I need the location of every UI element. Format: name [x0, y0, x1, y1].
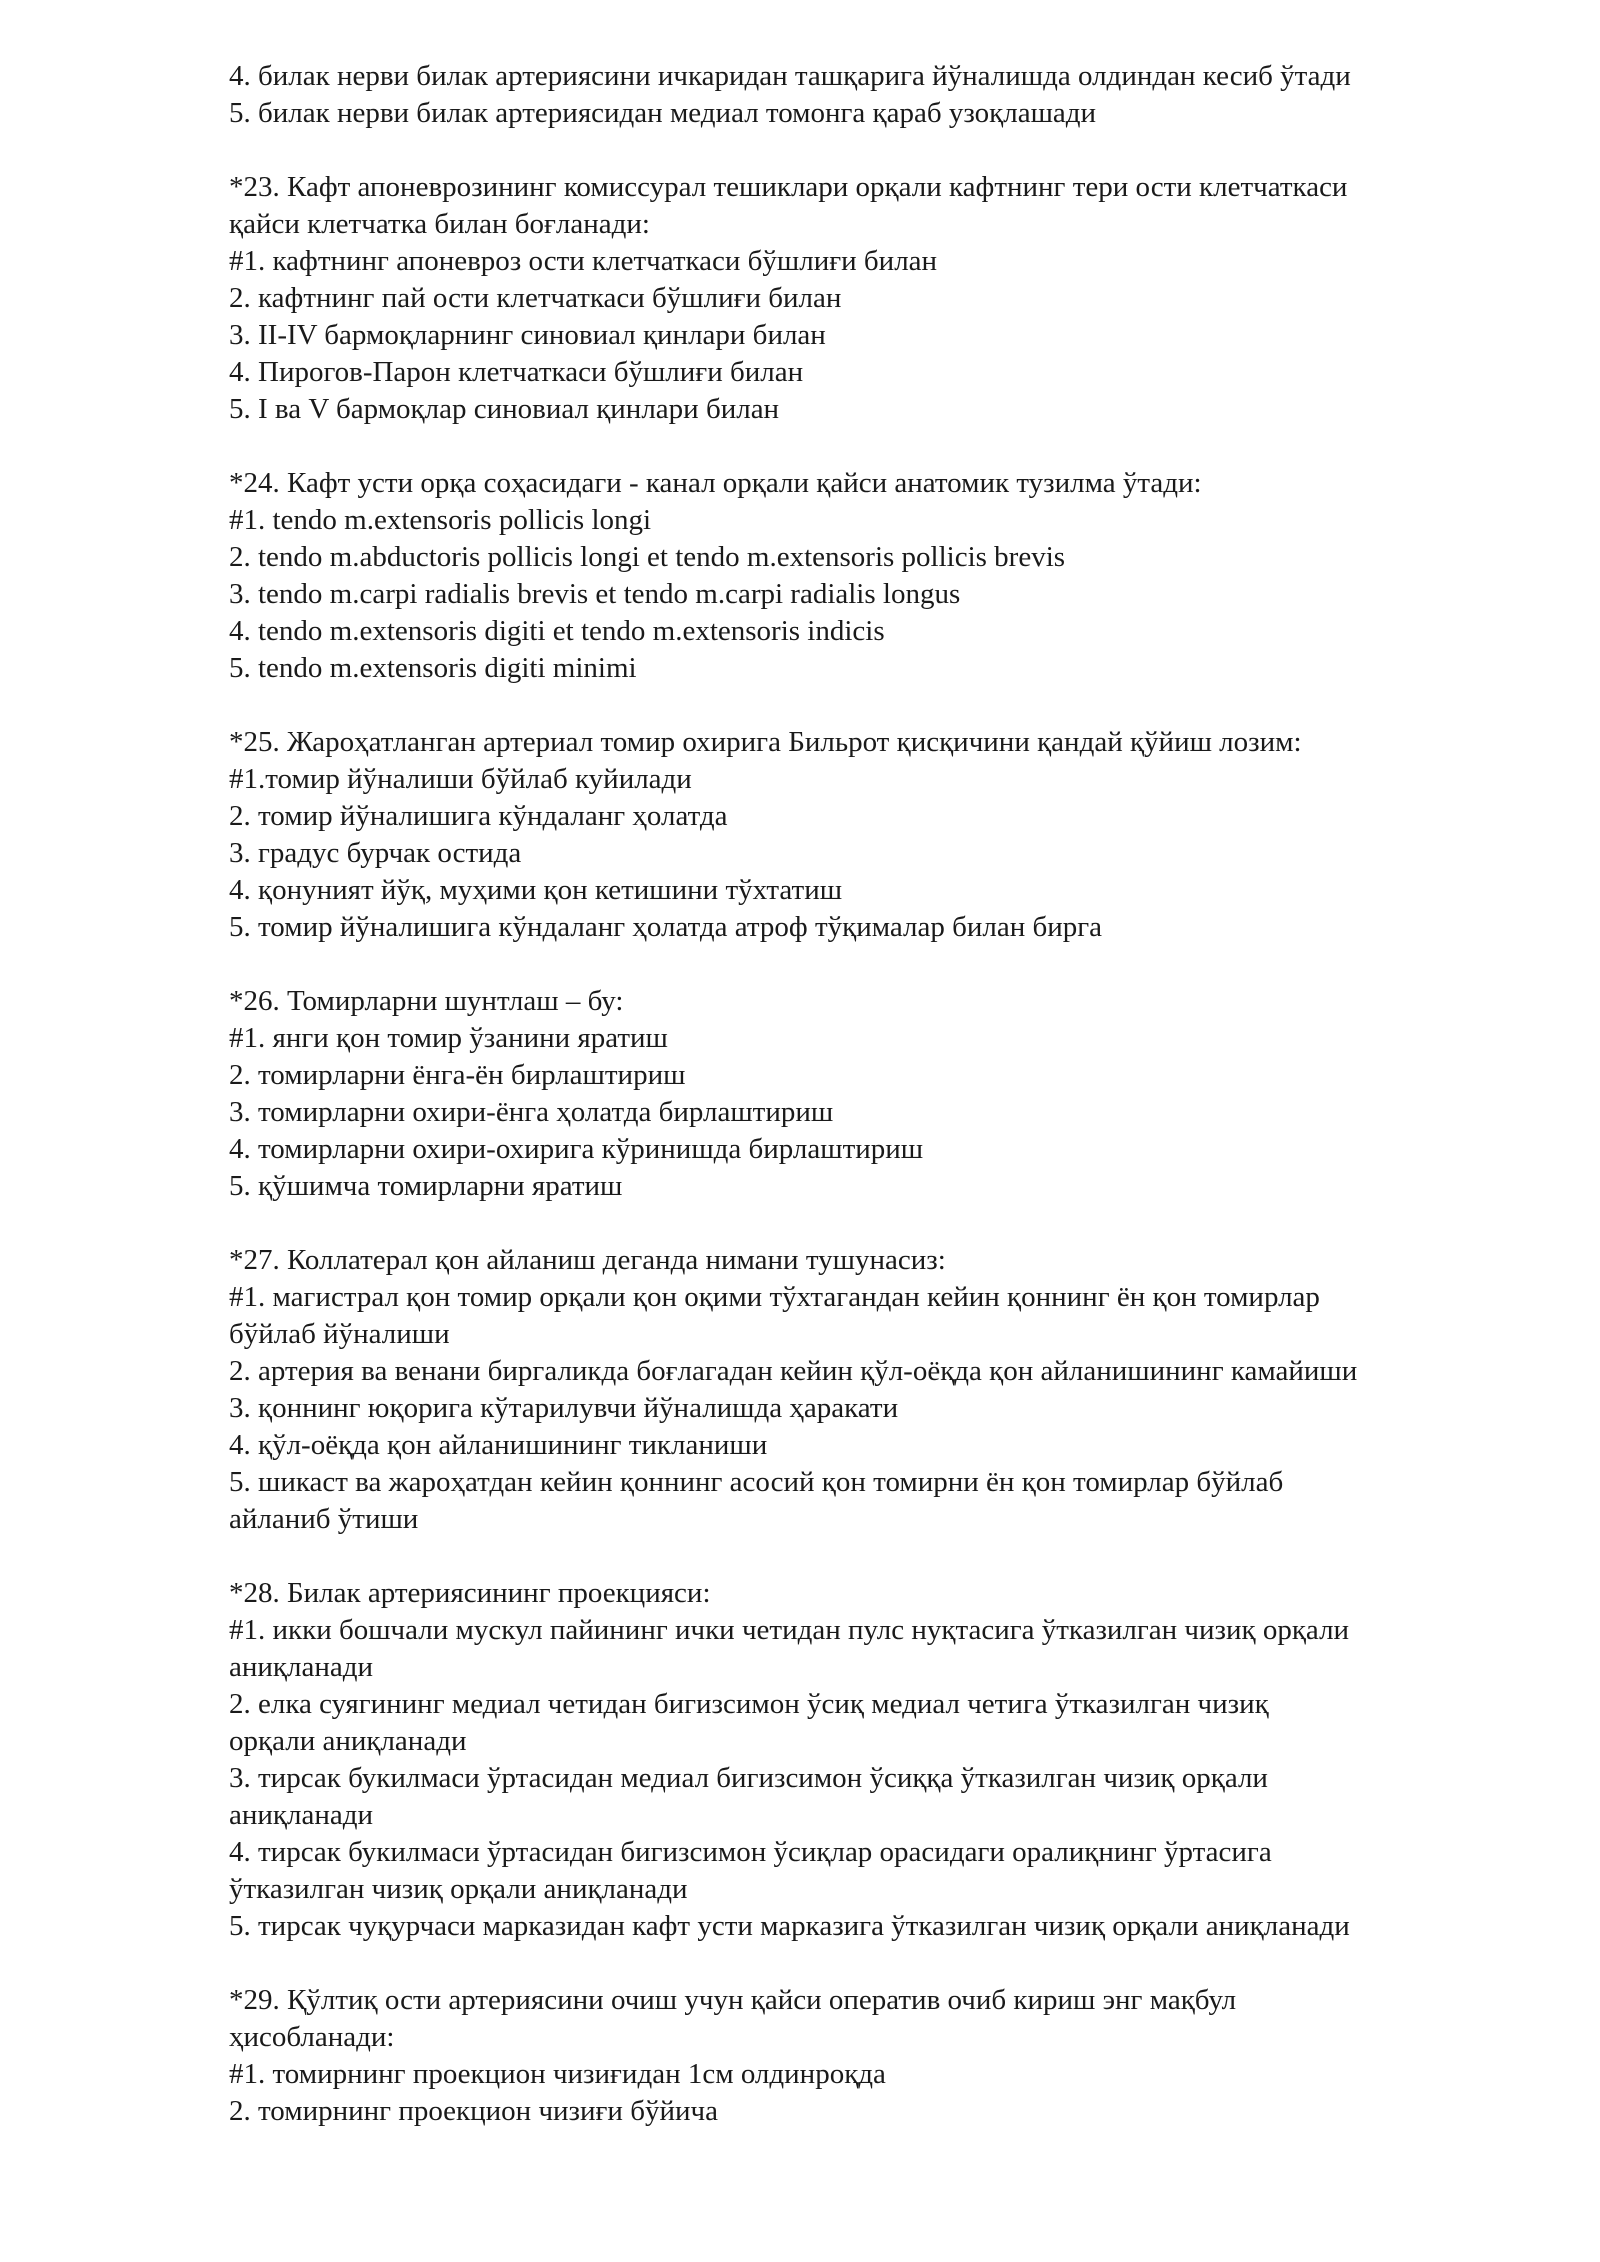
spacer — [229, 1945, 1501, 1982]
question-line: 3. tendo m.carpi radialis brevis et tendo m.carpi radialis longus — [229, 578, 961, 610]
question-line: 3. қоннинг юқорига кўтарилувчи йўналишда ҳаракати — [229, 1392, 899, 1424]
question-line: ўтказилган чизиқ орқали аниқланади — [229, 1873, 688, 1905]
question-line: #1. янги қон томир ўзанини яратиш — [229, 1022, 668, 1054]
question-line: #1. икки бошчали мускул пайининг ички четидан пулс нуқтасига ўтказилган чизиқ орқали — [229, 1614, 1350, 1646]
question-line: #1. томирнинг проекцион чизиғидан 1см олдинроқда — [229, 2058, 886, 2090]
question-block — [229, 1242, 1501, 1538]
question-line: бўйлаб йўналиши — [229, 1318, 450, 1350]
question-line: #1. кафтнинг апоневроз ости клетчаткаси бўшлиғи билан — [229, 245, 938, 277]
question-line: *28. Билак артериясининг проекцияси: — [229, 1577, 711, 1609]
question-line: 5. tendo m.extensoris digiti minimi — [229, 652, 637, 684]
document-text — [229, 58, 1501, 2130]
question-line: #1.томир йўналиши бўйлаб куйилади — [229, 763, 692, 795]
question-line: қайси клетчатка билан боғланади: — [229, 208, 650, 240]
question-line: 5. қўшимча томирларни яратиш — [229, 1170, 623, 1202]
question-line: 4. томирларни охири-охирига кўринишда бирлаштириш — [229, 1133, 924, 1165]
question-line: *27. Коллатерал қон айланиш деганда нимани тушунасиз: — [229, 1244, 946, 1276]
question-line: аниқланади — [229, 1799, 374, 1831]
question-line: 3. II-IV бармоқларнинг синовиал қинлари билан — [229, 319, 826, 351]
question-line: 2. артерия ва венани биргаликда боғлагадан кейин қўл-оёқда қон айланишининг камайиши — [229, 1355, 1358, 1387]
question-block — [229, 1575, 1501, 1945]
spacer — [229, 1538, 1501, 1575]
question-line: *23. Кафт апоневрозининг комиссурал тешиклари орқали кафтнинг тери ости клетчаткаси — [229, 171, 1348, 203]
question-line: 4. қонуният йўқ, муҳими қон кетишини тўхтатиш — [229, 874, 843, 906]
question-block — [229, 1982, 1501, 2130]
question-line: *29. Қўлтиқ ости артериясини очиш учун қайси оператив очиб кириш энг мақбул — [229, 1984, 1237, 2016]
question-line: 4. тирсак букилмаси ўртасидан бигизсимон ўсиқлар орасидаги оралиқнинг ўртасига — [229, 1836, 1272, 1868]
spacer — [229, 428, 1501, 465]
question-line: 4. tendo m.extensoris digiti et tendo m.extensoris indicis — [229, 615, 885, 647]
question-line: 4. Пирогов-Парон клетчаткаси бўшлиғи билан — [229, 356, 804, 388]
question-block — [229, 983, 1501, 1205]
question-line: *25. Жароҳатланган артериал томир охирига Бильрот қисқичини қандай қўйиш лозим: — [229, 726, 1302, 758]
question-line: 2. томир йўналишига кўндаланг ҳолатда — [229, 800, 728, 832]
intro-answers — [229, 58, 1501, 132]
question-line: *26. Томирларни шунтлаш – бу: — [229, 985, 624, 1017]
question-line: 5. шикаст ва жароҳатдан кейин қоннинг асосий қон томирни ён қон томирлар бўйлаб — [229, 1466, 1284, 1498]
spacer — [229, 687, 1501, 724]
question-line: 3. тирсак букилмаси ўртасидан медиал бигизсимон ўсиққа ўтказилган чизиқ орқали — [229, 1762, 1268, 1794]
answer-option: 5. билак нерви билак артериясидан медиал томонга қараб узоқлашади — [229, 97, 1097, 129]
question-line: аниқланади — [229, 1651, 374, 1683]
question-line: 3. томирларни охири-ёнга ҳолатда бирлаштириш — [229, 1096, 834, 1128]
question-line: орқали аниқланади — [229, 1725, 467, 1757]
spacer — [229, 132, 1501, 169]
question-line: айланиб ўтиши — [229, 1503, 419, 1535]
question-line: 4. қўл-оёқда қон айланишининг тикланиши — [229, 1429, 768, 1461]
question-line: #1. tendo m.extensoris pollicis longi — [229, 504, 652, 536]
spacer — [229, 946, 1501, 983]
question-block — [229, 465, 1501, 687]
question-line: 2. томирларни ёнга-ён бирлаштириш — [229, 1059, 686, 1091]
spacer — [229, 1205, 1501, 1242]
question-line: #1. магистрал қон томир орқали қон оқими тўхтагандан кейин қоннинг ён қон томирлар — [229, 1281, 1320, 1313]
question-line: 5. I ва V бармоқлар синовиал қинлари билан — [229, 393, 780, 425]
answer-option: 4. билак нерви билак артериясини ичкаридан ташқарига йўналишда олдиндан кесиб ўтади — [229, 60, 1351, 92]
question-block — [229, 169, 1501, 428]
question-line: 2. томирнинг проекцион чизиғи бўйича — [229, 2095, 718, 2127]
question-line: 2. елка суягининг медиал четидан бигизсимон ўсиқ медиал четига ўтказилган чизиқ — [229, 1688, 1269, 1720]
question-line: 2. кафтнинг пай ости клетчаткаси бўшлиғи билан — [229, 282, 842, 314]
question-line: 5. тирсак чуқурчаси марказидан кафт усти марказига ўтказилган чизиқ орқали аниқланади — [229, 1910, 1350, 1942]
question-line: 3. градус бурчак остида — [229, 837, 522, 869]
question-line: *24. Кафт усти орқа соҳасидаги - канал орқали қайси анатомик тузилма ўтади: — [229, 467, 1202, 499]
question-line: 2. tendo m.abductoris pollicis longi et tendo m.extensoris pollicis brevis — [229, 541, 1066, 573]
question-line: ҳисобланади: — [229, 2021, 395, 2053]
question-block — [229, 724, 1501, 946]
question-line: 5. томир йўналишига кўндаланг ҳолатда атроф тўқималар билан бирга — [229, 911, 1103, 943]
